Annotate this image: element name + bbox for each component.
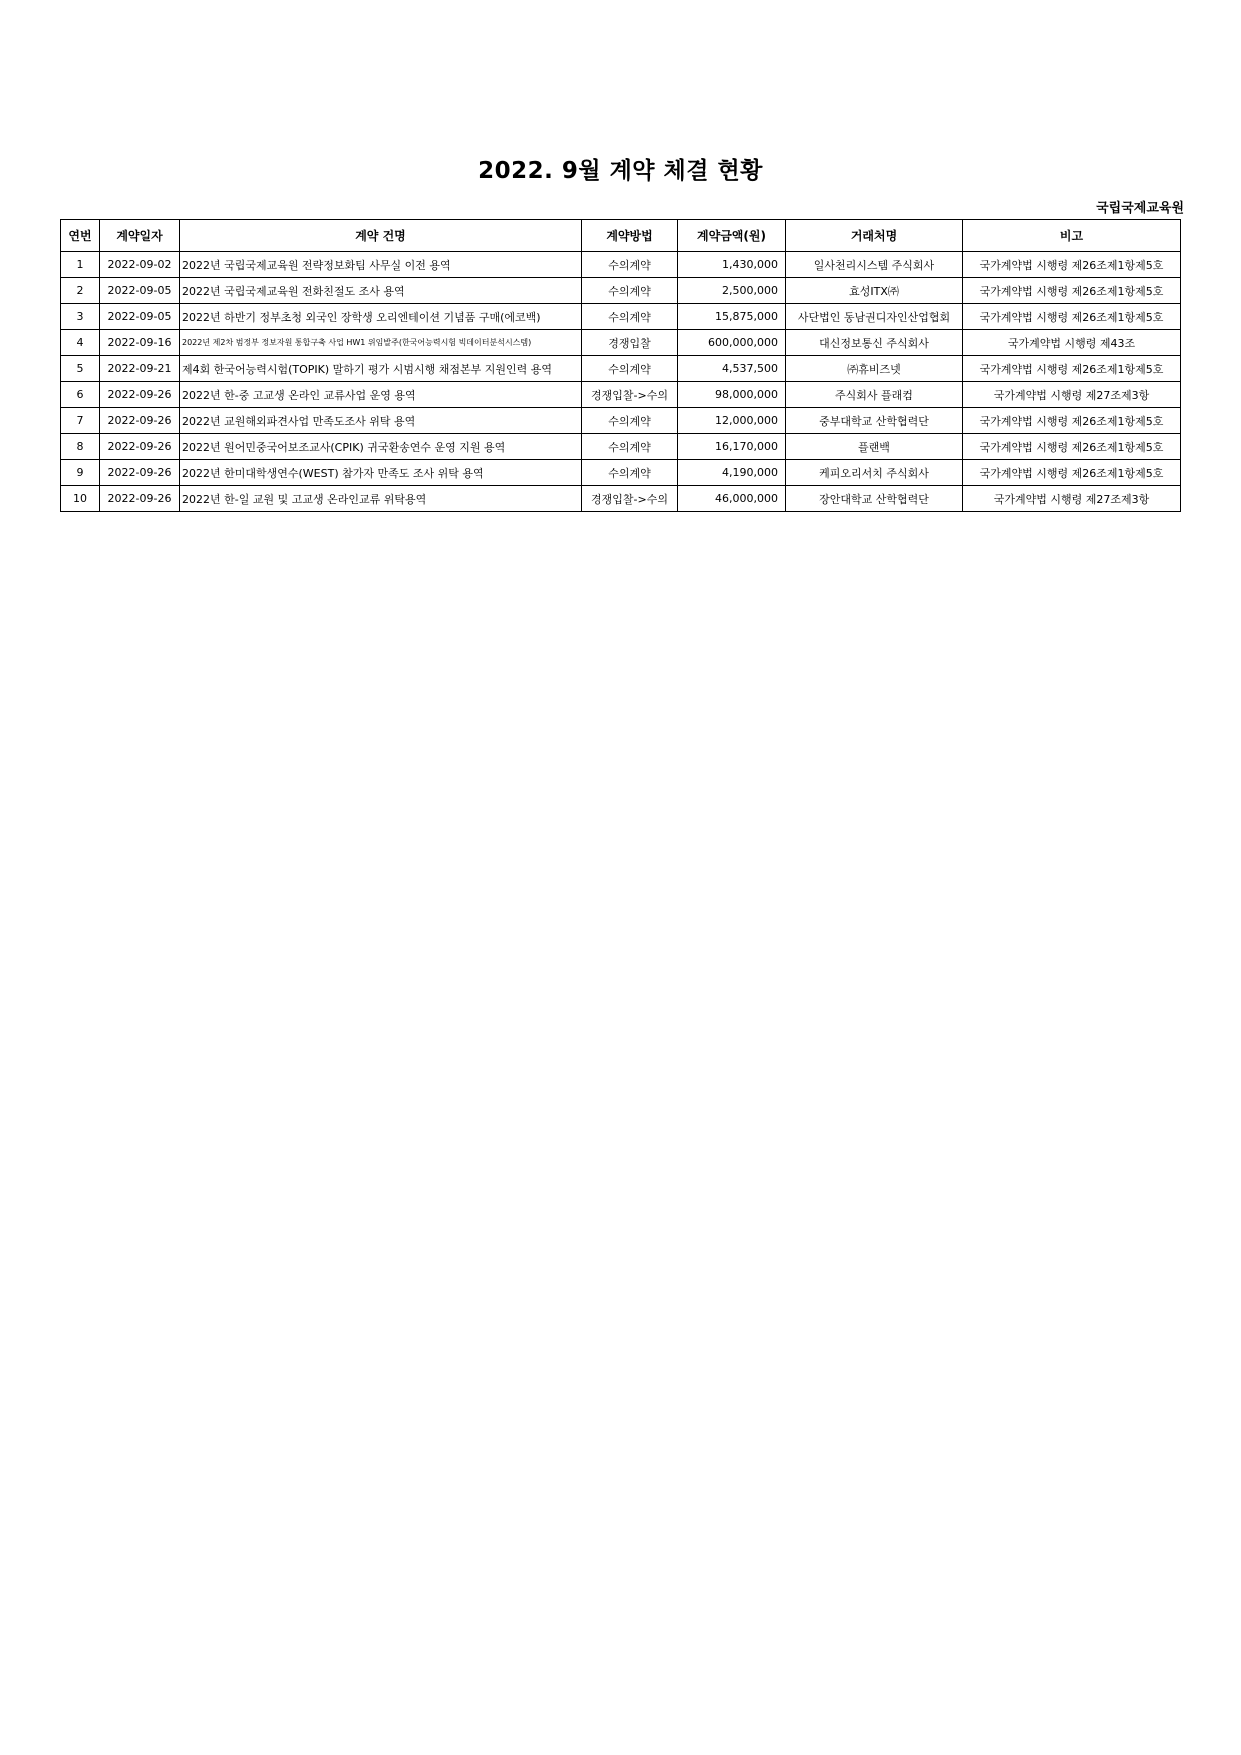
cell-vendor: 주식회사 플래컴	[786, 382, 963, 408]
cell-remarks: 국가계약법 시행령 제26조제1항제5호	[963, 408, 1181, 434]
header-method: 계약방법	[582, 220, 678, 252]
organization-name: 국립국제교육원	[1096, 201, 1184, 216]
table-row	[61, 486, 1181, 512]
cell-date: 2022-09-05	[100, 278, 180, 304]
cell-no: 1	[61, 252, 100, 278]
cell-amount: 4,537,500	[678, 356, 786, 382]
table-row	[61, 330, 1181, 356]
cell-method: 수의계약	[582, 356, 678, 382]
cell-method: 경쟁입찰	[582, 330, 678, 356]
table-row	[61, 252, 1181, 278]
cell-contract-name: 2022년 하반기 정부초청 외국인 장학생 오리엔테이션 기념품 구매(에코백)	[180, 304, 582, 330]
contracts-table	[60, 219, 1181, 512]
cell-contract-name: 2022년 한-일 교원 및 고교생 온라인교류 위탁용역	[180, 486, 582, 512]
cell-contract-name: 2022년 국립국제교육원 전화친절도 조사 용역	[180, 278, 582, 304]
cell-method: 수의계약	[582, 304, 678, 330]
cell-method: 수의계약	[582, 252, 678, 278]
cell-vendor: 효성ITX㈜	[786, 278, 963, 304]
cell-remarks: 국가계약법 시행령 제27조제3항	[963, 486, 1181, 512]
header-vendor: 거래처명	[786, 220, 963, 252]
cell-vendor: 일사천리시스템 주식회사	[786, 252, 963, 278]
cell-no: 2	[61, 278, 100, 304]
cell-no: 6	[61, 382, 100, 408]
cell-method: 수의계약	[582, 408, 678, 434]
cell-method: 경쟁입찰->수의	[582, 486, 678, 512]
cell-vendor: 중부대학교 산학협력단	[786, 408, 963, 434]
table-row	[61, 434, 1181, 460]
cell-contract-name: 2022년 국립국제교육원 전략정보화팀 사무실 이전 용역	[180, 252, 582, 278]
cell-vendor: 장안대학교 산학협력단	[786, 486, 963, 512]
cell-vendor: 대신정보통신 주식회사	[786, 330, 963, 356]
cell-amount: 46,000,000	[678, 486, 786, 512]
cell-contract-name: 제4회 한국어능력시험(TOPIK) 말하기 평가 시범시행 채점본부 지원인력 용역	[180, 356, 582, 382]
cell-contract-name: 2022년 한미대학생연수(WEST) 참가자 만족도 조사 위탁 용역	[180, 460, 582, 486]
cell-remarks: 국가계약법 시행령 제26조제1항제5호	[963, 356, 1181, 382]
cell-remarks: 국가계약법 시행령 제26조제1항제5호	[963, 252, 1181, 278]
cell-date: 2022-09-26	[100, 460, 180, 486]
cell-amount: 16,170,000	[678, 434, 786, 460]
cell-date: 2022-09-05	[100, 304, 180, 330]
cell-remarks: 국가계약법 시행령 제27조제3항	[963, 382, 1181, 408]
cell-contract-name: 2022년 교원해외파견사업 만족도조사 위탁 용역	[180, 408, 582, 434]
cell-date: 2022-09-26	[100, 408, 180, 434]
cell-method: 수의계약	[582, 278, 678, 304]
cell-amount: 12,000,000	[678, 408, 786, 434]
cell-remarks: 국가계약법 시행령 제26조제1항제5호	[963, 304, 1181, 330]
table-row	[61, 278, 1181, 304]
cell-date: 2022-09-16	[100, 330, 180, 356]
cell-remarks: 국가계약법 시행령 제26조제1항제5호	[963, 460, 1181, 486]
cell-contract-name: 2022년 원어민중국어보조교사(CPIK) 귀국환송연수 운영 지원 용역	[180, 434, 582, 460]
cell-remarks: 국가계약법 시행령 제43조	[963, 330, 1181, 356]
table-row	[61, 460, 1181, 486]
cell-date: 2022-09-26	[100, 486, 180, 512]
cell-no: 10	[61, 486, 100, 512]
cell-amount: 15,875,000	[678, 304, 786, 330]
header-row	[61, 220, 1181, 252]
cell-vendor: ㈜휴비즈넷	[786, 356, 963, 382]
cell-amount: 1,430,000	[678, 252, 786, 278]
cell-remarks: 국가계약법 시행령 제26조제1항제5호	[963, 434, 1181, 460]
cell-no: 4	[61, 330, 100, 356]
cell-contract-name: 2022년 제2차 범정부 정보자원 통합구축 사업 HW1 위임발주(한국어능력시험 빅데이터분석시스템)	[180, 330, 582, 356]
cell-contract-name: 2022년 한-중 고교생 온라인 교류사업 운영 용역	[180, 382, 582, 408]
cell-date: 2022-09-26	[100, 382, 180, 408]
header-date: 계약일자	[100, 220, 180, 252]
cell-amount: 4,190,000	[678, 460, 786, 486]
cell-amount: 98,000,000	[678, 382, 786, 408]
header-contract-name: 계약 건명	[180, 220, 582, 252]
cell-date: 2022-09-26	[100, 434, 180, 460]
table-row	[61, 408, 1181, 434]
cell-no: 7	[61, 408, 100, 434]
table-body	[61, 252, 1181, 512]
cell-vendor: 플랜백	[786, 434, 963, 460]
cell-no: 3	[61, 304, 100, 330]
cell-vendor: 케피오리서치 주식회사	[786, 460, 963, 486]
header-remarks: 비고	[963, 220, 1181, 252]
cell-no: 5	[61, 356, 100, 382]
cell-method: 수의계약	[582, 434, 678, 460]
cell-amount: 600,000,000	[678, 330, 786, 356]
table-header	[61, 220, 1181, 252]
cell-method: 경쟁입찰->수의	[582, 382, 678, 408]
header-no: 연번	[61, 220, 100, 252]
cell-no: 9	[61, 460, 100, 486]
table-row	[61, 356, 1181, 382]
table-row	[61, 382, 1181, 408]
cell-amount: 2,500,000	[678, 278, 786, 304]
table-row	[61, 304, 1181, 330]
cell-date: 2022-09-21	[100, 356, 180, 382]
cell-remarks: 국가계약법 시행령 제26조제1항제5호	[963, 278, 1181, 304]
header-amount: 계약금액(원)	[678, 220, 786, 252]
page-title: 2022. 9월 계약 체결 현황	[478, 158, 763, 184]
cell-method: 수의계약	[582, 460, 678, 486]
cell-vendor: 사단법인 동남권디자인산업협회	[786, 304, 963, 330]
cell-date: 2022-09-02	[100, 252, 180, 278]
cell-no: 8	[61, 434, 100, 460]
